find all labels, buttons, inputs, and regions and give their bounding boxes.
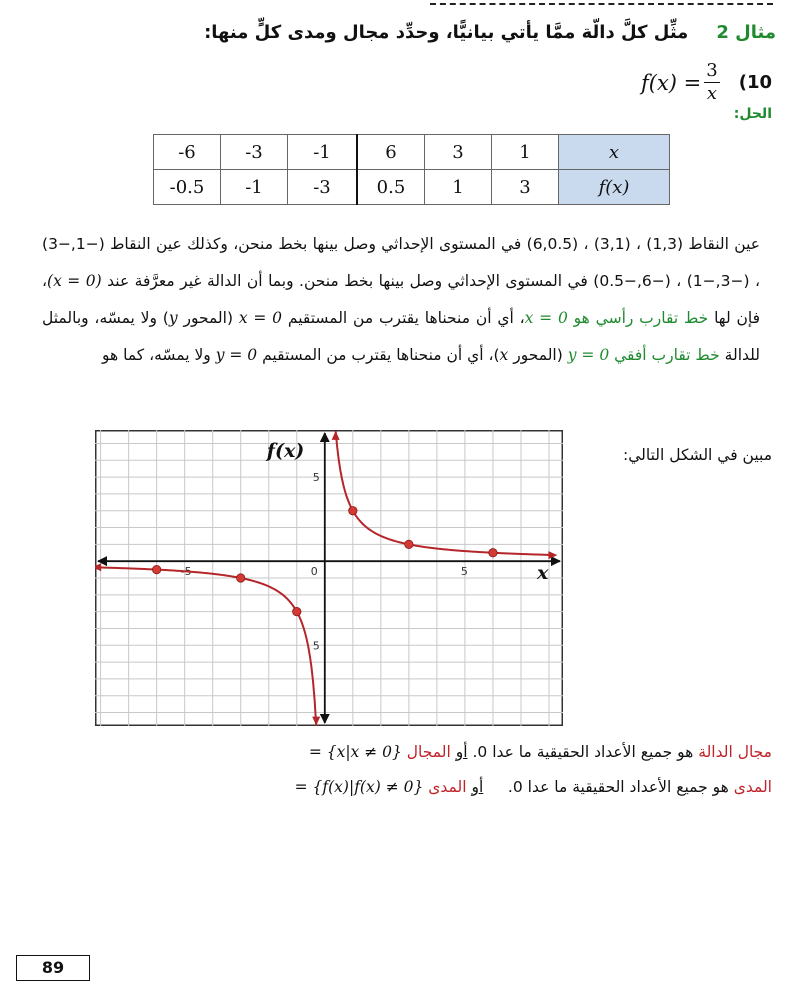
- para-text: ، فإن لها: [42, 272, 760, 327]
- data-point: [349, 507, 357, 515]
- para-text: عين النقاط (1,3) ، (3,1) ، (6,0.5) في المستوى الإحداثي وصل بينها بخط منحن، وكذلك عين النقاط (−1,−3) ، (−3,−1) ، (−6,−0.5) في المستوى الإحداثي وصل بينها بخط منحن. وبما أن الدالة غير معرَّفة عند: [42, 235, 761, 290]
- domain-label-2: المجال: [406, 743, 451, 761]
- para-math: (x = 0): [47, 272, 102, 290]
- range-or: أو: [471, 778, 484, 796]
- table-cell: 6: [357, 135, 425, 170]
- para-math: y = 0: [215, 346, 258, 364]
- table-cell: 0.5: [357, 170, 425, 205]
- fraction: [704, 60, 719, 105]
- para-text: (المحور: [513, 346, 563, 364]
- domain-statement: [309, 743, 772, 761]
- example-heading: [204, 22, 776, 43]
- para-text: ، أي أن منحناها يقترب من المستقيم: [287, 309, 525, 327]
- horizontal-asymptote-label: خط تقارب أفقي: [614, 346, 720, 364]
- vertical-asymptote-label: خط تقارب رأسي هو: [573, 309, 709, 327]
- para-math: x: [499, 346, 509, 364]
- table-cell: 1: [492, 135, 559, 170]
- data-point: [489, 549, 497, 557]
- table-cell: -6: [154, 135, 221, 170]
- para-text: (المحور: [183, 309, 233, 327]
- range-text: هو جميع الأعداد الحقيقية ما عدا 0.: [507, 778, 729, 796]
- vertical-asymptote-eq: x = 0: [524, 309, 568, 327]
- table-header-x: x: [559, 135, 670, 170]
- horizontal-asymptote-eq: y = 0: [567, 346, 610, 364]
- x-axis-label: x: [537, 562, 549, 585]
- table-row-x: [154, 135, 670, 170]
- range-label: المدى: [733, 778, 772, 796]
- para-text: )، أي أن منحناها يقترب من المستقيم: [262, 346, 500, 364]
- problem-number: (10: [738, 72, 772, 93]
- range-set: = {f(x)|f(x) ≠ 0}: [294, 778, 424, 796]
- table-row-fx: [154, 170, 670, 205]
- para-math: x = 0: [238, 309, 283, 327]
- data-point: [293, 607, 301, 615]
- problem-10: [641, 60, 772, 105]
- x-tick-label-5: 5: [460, 565, 468, 579]
- domain-text: هو جميع الأعداد الحقيقية ما عدا 0.: [472, 743, 694, 761]
- range-statement: [295, 778, 772, 796]
- para-math: y: [168, 309, 178, 327]
- example-instruction: مثِّل كلَّ دالّة ممَّا يأتي بيانيًّا، وحدِّد مجال ومدى كلٍّ منها:: [204, 22, 689, 43]
- fraction-denominator: x: [706, 83, 718, 104]
- table-header-fx: f(x): [559, 170, 670, 205]
- values-table: [153, 134, 670, 205]
- table-cell: -1: [221, 170, 288, 205]
- explanation-paragraph: [42, 226, 760, 374]
- domain-or: أو: [455, 743, 468, 761]
- table-cell: 3: [425, 135, 492, 170]
- example-label: مثال 2: [716, 22, 776, 43]
- top-dashed-rule: [430, 3, 773, 5]
- table-cell: -0.5: [154, 170, 221, 205]
- function-lhs: f(x) =: [640, 70, 702, 95]
- domain-label: مجال الدالة: [698, 743, 772, 761]
- data-point: [237, 574, 245, 582]
- y-tick-label-5: 5: [312, 471, 320, 485]
- table-cell: 3: [492, 170, 559, 205]
- table-cell: 1: [425, 170, 492, 205]
- table-cell: -3: [288, 170, 358, 205]
- range-label-2: المدى: [428, 778, 467, 796]
- function-graph: [95, 430, 563, 726]
- para-text: ) ولا يمسّه، وبالمثل للدالة: [42, 309, 760, 364]
- origin-label: 0: [310, 565, 318, 579]
- table-cell: -3: [221, 135, 288, 170]
- para-text: ولا يمسّه، كما هو: [102, 346, 211, 364]
- y-axis-label: f(x): [266, 440, 305, 462]
- data-point: [405, 540, 413, 548]
- table-cell: -1: [288, 135, 358, 170]
- solution-label: الحل:: [733, 106, 772, 122]
- domain-set: = {x|x ≠ 0}: [308, 743, 402, 761]
- x-tick-label-neg5: -5: [180, 565, 192, 579]
- shown-below-text: مبين في الشكل التالي:: [622, 446, 772, 464]
- data-point: [152, 565, 160, 573]
- fraction-numerator: 3: [706, 60, 718, 81]
- page-number: 89: [16, 955, 90, 981]
- y-tick-label-neg5: 5: [312, 639, 320, 653]
